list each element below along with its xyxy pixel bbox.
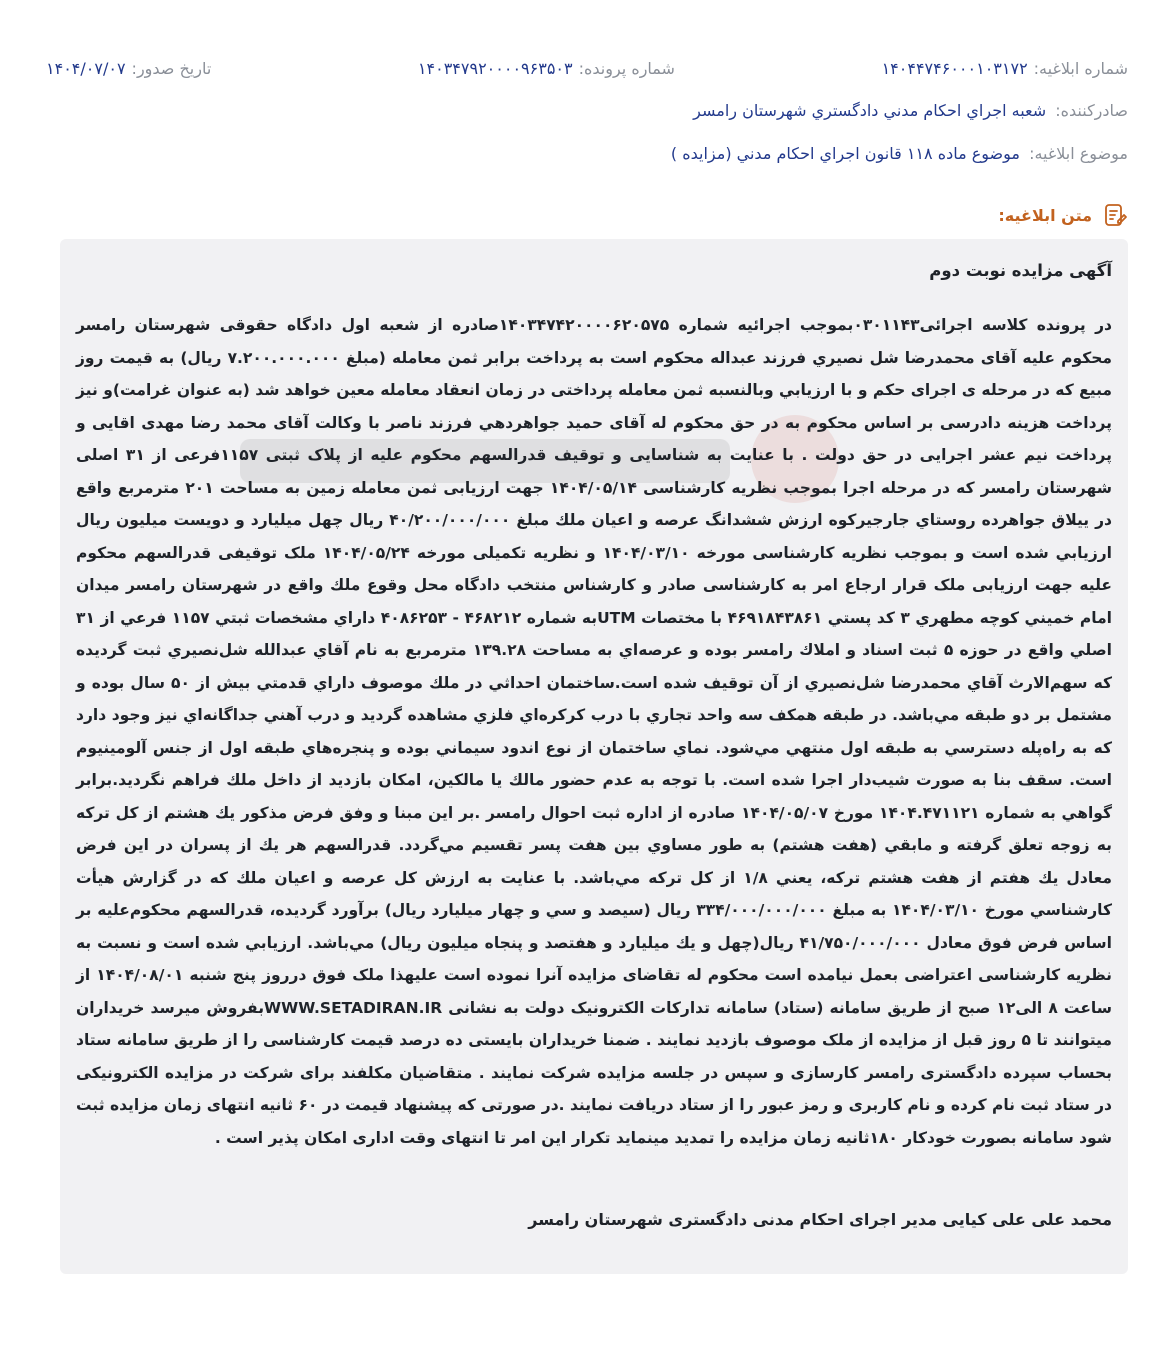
notification-number xyxy=(882,58,1128,80)
document-edit-icon xyxy=(1102,202,1128,228)
issue-date-value: ۱۴۰۴/۰۷/۰۷ xyxy=(46,59,126,78)
meta-row xyxy=(46,58,1128,80)
body-section-header xyxy=(998,202,1128,228)
signature: محمد علی علی کیایی مدیر اجرای احکام مدنی دادگستری شهرستان رامسر xyxy=(528,1210,1112,1229)
issuer-line xyxy=(46,100,1128,122)
notice-panel xyxy=(60,239,1128,1274)
case-number-value: ۱۴۰۳۴۷۹۲۰۰۰۰۹۶۳۵۰۳ xyxy=(417,59,573,78)
issuer-value: شعبه اجراي احكام مدني دادگستري شهرستان رامسر xyxy=(693,101,1047,120)
issuer-label: صادرکننده: xyxy=(1055,101,1128,120)
subject-line xyxy=(46,143,1128,165)
body-section-title: متن ابلاغیه: xyxy=(998,205,1092,225)
notification-number-value: ۱۴۰۴۴۷۴۶۰۰۰۱۰۳۱۷۲ xyxy=(881,59,1028,78)
case-number-label: شماره پرونده: xyxy=(578,59,675,78)
subject-value: موضوع ماده ۱۱۸ قانون اجراي احكام مدني (مزايده ) xyxy=(670,144,1020,163)
subject-label: موضوع ابلاغیه: xyxy=(1029,144,1128,163)
notification-number-label: شماره ابلاغیه: xyxy=(1033,59,1128,78)
case-number xyxy=(418,58,675,80)
notice-title: آگهی مزایده نوبت دوم xyxy=(929,261,1112,280)
issue-date xyxy=(46,58,211,80)
notice-body: در پرونده کلاسه اجرائی۰۳۰۱۱۴۳بموجب اجرائیه شماره ۱۴۰۳۴۷۴۲۰۰۰۰۶۲۰۵۷۵صادره از شعبه اول دادگاه حقوقی شهرستان رامسر محکوم علیه آقای محمدرضا شل نصيري فرزند عبداله محکوم است به پرداخت برابر ثمن معامله (مبلغ ۷.۲۰۰.۰۰۰.۰۰۰ ریال) به قيمت روز مبيع كه در مرحله ی اجرای حكم و با ارزيابي وبالنسبه ثمن معامله پرداختی در زمان انعقاد معامله معين خواهد شد (به عنوان غرامت)و نيز پرداخت هزينه دادرسی بر اساس محکوم به در حق محکوم له آقای حمید جواهردهي فرزند ناصر با وكالت آقای محمد رضا مهدی اقایی و پرداخت نیم عشر اجرایی در حق دولت . با عنایت به شناسایی و توقیف قدرالسهم محکوم علیه از پلاک ثبتی ۱۱۵۷فرعی از ۳۱ اصلی شهرستان رامسر که در مرحله اجرا بموجب نظریه کارشناسی ۱۴۰۴/۰۵/۱۴ جهت ارزیابی ثمن معامله زمین به مساحت ۲۰۱ مترمربع واقع در ییلاق جواهرده روستاي جارجيركوه ارزش ششدانگ عرصه و اعيان ملك مبلغ ۴۰/۲۰۰/۰۰۰/۰۰۰ ريال چهل ميليارد و دويست ميليون ريال ارزيابي شده است و بموجب نظریه کارشناسی مورخه ۱۴۰۴/۰۳/۱۰ و نظریه تکمیلی مورخه ۱۴۰۴/۰۵/۲۴ ملک توقیفی قدرالسهم محکوم علیه جهت ارزیابی ملک قرار ارجاع امر به کارشناسی صادر و كارشناس منتخب دادگاه محل وقوع ملك واقع در شهرستان رامسر ميدان امام خميني كوچه مطهري ۳ كد پستي ۴۶۹۱۸۴۳۸۶۱ با مختصات UTMبه شماره ۴۶۸۲۱۲ - ۴۰۸۶۲۵۳ داراي مشخصات ثبتي ۱۱۵۷ فرعي از ۳۱ اصلي واقع در حوزه ۵ ثبت اسناد و املاك رامسر بوده و عرصه‌اي به مساحت ۱۳۹.۲۸ مترمربع به نام آقاي عبدالله شل‌نصيري ثبت گرديده كه سهم‌الارث آقاي محمدرضا شل‌نصيري از آن توقيف شده است.ساختمان احداثي در ملك موصوف داراي قدمتي بيش از ۵۰ سال بوده و مشتمل بر دو طبقه مي‌باشد. در طبقه همكف سه واحد تجاري با درب كركره‌اي فلزي مشاهده گرديد و درب آهني جداگانه‌اي نيز وجود دارد كه به راه‌پله دسترسي به طبقه اول منتهي مي‌شود. نماي ساختمان از نوع اندود سيماني بوده و پنجره‌هاي طبقه اول از جنس آلومينيوم است. سقف بنا به صورت شيب‌دار اجرا شده است. با توجه به عدم حضور مالك يا مالكين، امكان بازديد از داخل ملك فراهم نگرديد.برابر گواهي به شماره ۱۴۰۴.۴۷۱۱۲۱ مورخ ۱۴۰۴/۰۵/۰۷ صادره از اداره ثبت احوال رامسر .بر اين مبنا و وفق فرض مذكور يك هشتم از كل تركه به زوجه تعلق گرفته و مابقي (هفت هشتم) به طور مساوي بين هفت پسر تقسيم مي‌گردد. قدرالسهم هر يك از پسران در اين فرض معادل يك هفتم از هفت هشتم تركه، يعني ۱/۸ از كل تركه مي‌باشد. با عنايت به ارزش كل عرصه و اعيان ملك كه در گزارش هيأت كارشناسي مورخ ۱۴۰۴/۰۳/۱۰ به مبلغ ۳۳۴/۰۰۰/۰۰۰/۰۰۰ ريال (سيصد و سي و چهار ميليارد ريال) برآورد گرديده، قدرالسهم محكوم‌عليه بر اساس فرض فوق معادل ۴۱/۷۵۰/۰۰۰/۰۰۰ ريال(چهل و يك ميليارد و هفتصد و پنجاه ميليون ريال) مي‌باشد. ارزيابي شده است و نسبت به نظریه کارشناسی اعتراضی بعمل نیامده است محکوم له تقاضای مزایده آنرا نموده است علیهذا ملک فوق درروز پنج شنبه ۱۴۰۴/۰۸/۰۱ از ساعت ۸ الی۱۲ صبح از طریق سامانه (ستاد) سامانه تدارکات الکترونیک دولت به نشانی WWW.SETADIRAN.IRبفروش ميرسد خريداران ميتوانند تا ۵ روز قبل از مزایده از ملک موصوف بازدید نمایند . ضمنا خریداران بایستی ده درصد قیمت کارشناسی را از طریق سامانه ستاد بحساب سپرده دادگستری رامسر کارسازی و سپس در جلسه مزایده شرکت نمایند . متقاضیان مکلفند برای شرکت در مزایده الکترونیکی در ستاد ثبت نام کرده و نام کاربری و رمز عبور را از ستاد دریافت نمایند .در صورتی که پیشنهاد قیمت در ۶۰ ثانیه انتهای زمان مزایده ثبت شود سامانه بصورت خودکار ۱۸۰ثانیه زمان مزایده را تمدید مینماید تکرار این امر تا انتهای وقت اداری امکان پذیر است . xyxy=(76,316,1113,1147)
issue-date-label: تاریخ صدور: xyxy=(131,59,212,78)
